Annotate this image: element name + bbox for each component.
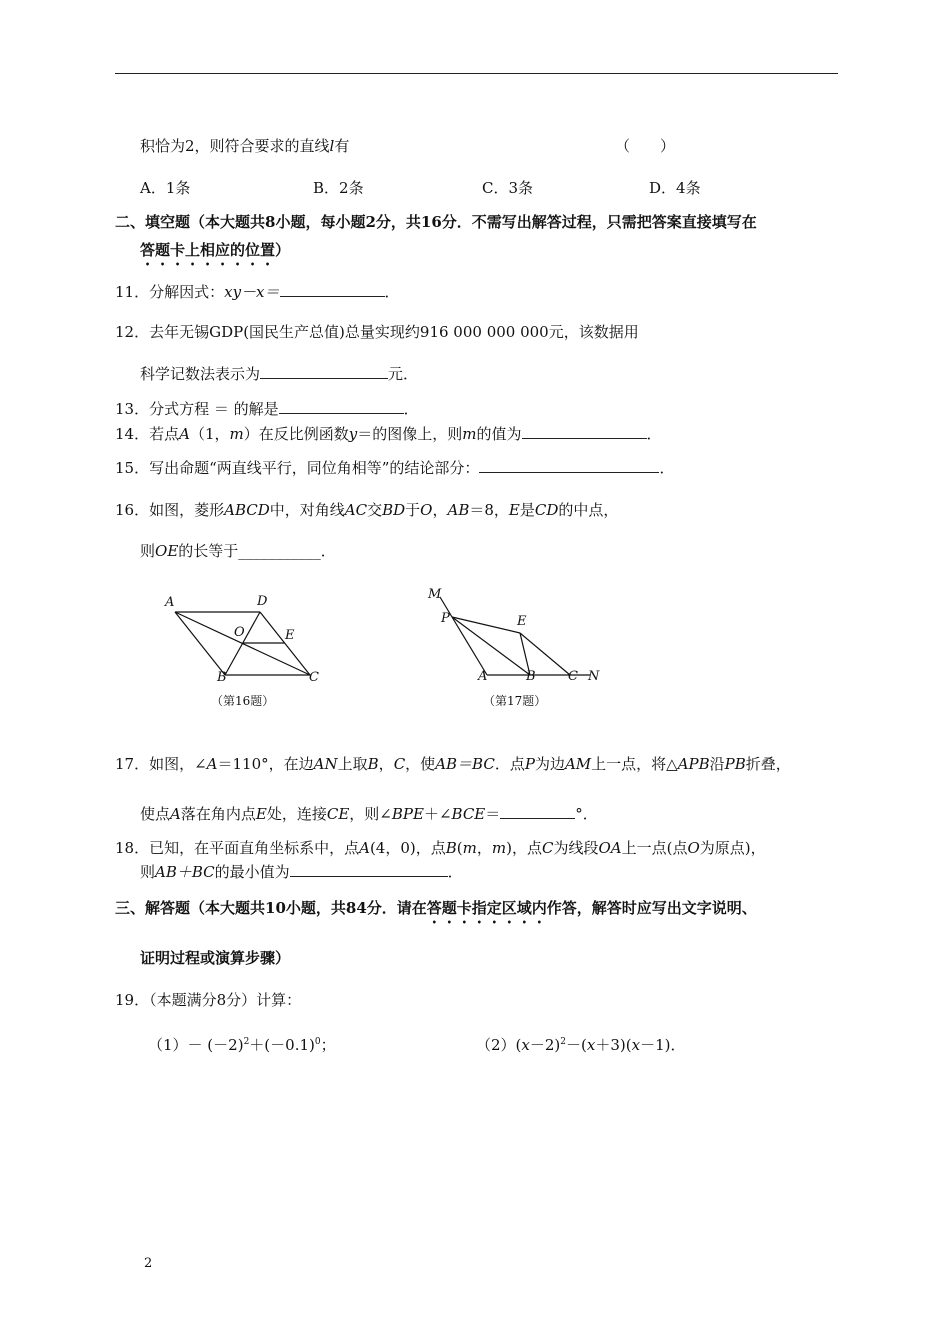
fig16-label-a: A: [165, 595, 175, 610]
answer-blank-18[interactable]: [290, 862, 448, 877]
question-11: 11．分解因式：xy－x＝ ．: [115, 283, 400, 301]
fig16-label-o: O: [234, 625, 245, 640]
fig17-label-a: A: [478, 669, 488, 684]
answer-blank-12[interactable]: [260, 364, 388, 379]
q10-option-a: A．1条: [140, 179, 191, 197]
answer-blank-17[interactable]: [500, 804, 575, 819]
answer-blank-14[interactable]: [522, 424, 647, 439]
edge-ba: [175, 612, 225, 675]
question-19: 19．（本题满分8分）计算：: [115, 991, 302, 1009]
question-12-line2: 科学记数法表示为 元．: [140, 365, 419, 383]
section2-heading-line2: 答题卡上相应的位置）: [140, 241, 291, 259]
fig16-label-b: B: [217, 670, 227, 685]
figure-17-angle-fold: [422, 585, 612, 685]
fig17-label-b: B: [526, 669, 536, 684]
question-19-part2: $(2)(x-2)^2-(x+3)(x-1)$．: [476, 1036, 686, 1054]
fig17-label-e: E: [517, 614, 527, 629]
question-18-line1: 18．已知，在平面直角坐标系中，点A(4，0)，点B(m，m)，点C为线段OA上一点(点O为原点)，: [115, 839, 766, 857]
section3-heading-line1: 三、解答题（本大题共10小题，共84分．请在答题卡指定区域内作答，解答时应写出文字说明、: [115, 899, 757, 917]
question-14: 14．若点A（1，m）在反比例函数y＝的图像上，则m的值为 ．: [115, 425, 662, 443]
answer-blank-16[interactable]: ___________: [238, 542, 321, 560]
q10-answer-paren: （ ）: [615, 137, 676, 155]
fig16-label-e: E: [285, 628, 295, 643]
page-number: 2: [144, 1256, 153, 1271]
q10-option-c: C．3条: [482, 179, 534, 197]
figure-17-caption: （第17题）: [483, 694, 547, 708]
figure-16-caption: （第16题）: [211, 694, 275, 708]
question-13: 13．分式方程 ＝ 的解是 ．: [115, 400, 419, 418]
q10-option-d: D．4条: [649, 179, 701, 197]
question-17-line2: 使点A落在角内点E处，连接CE，则∠BPE＋∠BCE＝ °．: [140, 805, 598, 823]
answer-blank-15[interactable]: [479, 458, 659, 473]
fig17-label-p: P: [441, 611, 450, 626]
figure-16-rhombus: [155, 590, 355, 690]
fig17-label-c: C: [568, 669, 578, 684]
question-18-line2: 则AB＋BC的最小值为 ．: [140, 863, 463, 881]
fig16-label-c: C: [309, 670, 319, 685]
section3-heading-line2: 证明过程或演算步骤）: [140, 949, 291, 967]
q10-tail: 积恰为2，则符合要求的直线l有: [140, 137, 350, 155]
question-17-line1: 17．如图，∠A＝110°，在边AN上取B，C，使AB＝BC．点P为边AM上一点，将△APB沿PB折叠，: [115, 755, 791, 773]
section2-heading-line1: 二、填空题（本大题共8小题，每小题2分，共16分．不需写出解答过程，只需把答案直接填写在: [115, 213, 757, 231]
q10-option-b: B．2条: [313, 179, 364, 197]
question-15: 15．写出命题“两直线平行，同位角相等”的结论部分： ．: [115, 459, 675, 477]
header-rule: [115, 73, 838, 74]
fig17-label-n: N: [588, 669, 600, 684]
fig16-label-d: D: [257, 594, 268, 609]
question-19-part1: $(1)- (-2)^2+(-0.1)^0$；: [148, 1036, 336, 1054]
question-12-line1: 12．去年无锡GDP(国民生产总值)总量实现约916 000 000 000元，该数据用: [115, 323, 639, 341]
fig17-label-m: M: [428, 587, 442, 602]
segment-pa: [452, 617, 487, 675]
question-16-line2: 则OE的长等于___________．: [140, 542, 336, 560]
answer-blank-11[interactable]: [280, 282, 385, 297]
answer-blank-13[interactable]: [279, 399, 404, 414]
question-16-line1: 16．如图，菱形ABCD中，对角线AC交BD于O，AB＝8，E是CD的中点，: [115, 501, 619, 519]
